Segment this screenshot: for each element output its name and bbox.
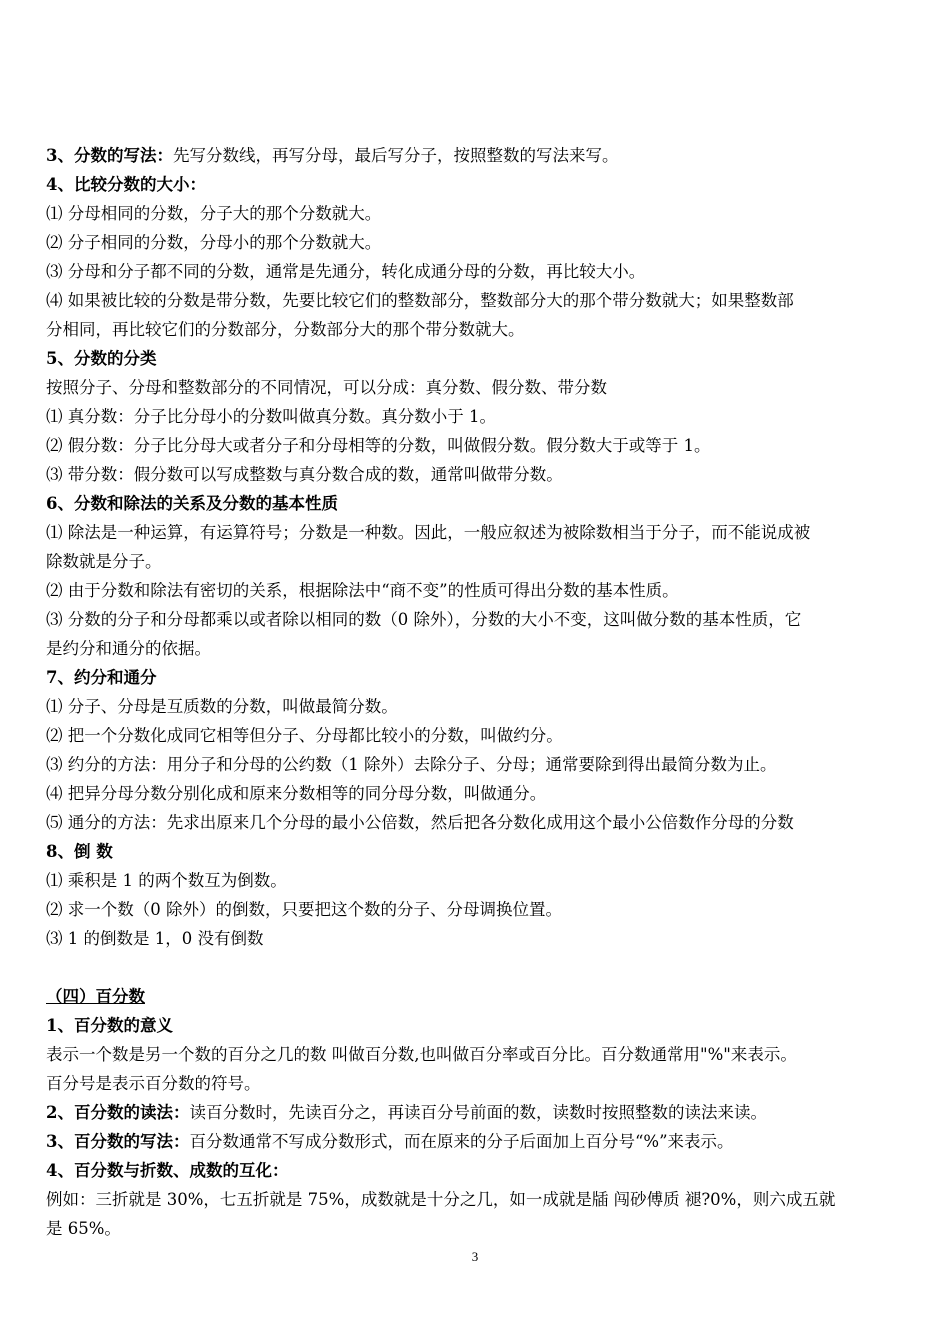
paragraph-line: 百分号是表示百分数的符号。 <box>46 1074 261 1093</box>
list-item: ⑶ 分母和分子都不同的分数，通常是先通分，转化成通分母的分数，再比较大小。 <box>46 262 646 281</box>
list-item: ⑶ 带分数：假分数可以写成整数与真分数合成的数，通常叫做带分数。 <box>46 465 563 484</box>
percent-reading-heading: 2、百分数的读法： <box>46 1103 190 1122</box>
percent-writing-line <box>46 1127 908 1156</box>
blank-line <box>46 953 908 982</box>
percent-reading-line <box>46 1098 908 1127</box>
section-6-heading: 6、分数和除法的关系及分数的基本性质 <box>46 494 338 513</box>
list-item: ⑶ 1 的倒数是 1，0 没有倒数 <box>46 929 264 948</box>
list-item: 是约分和通分的依据。 <box>46 639 211 658</box>
list-item: ⑵ 分子相同的分数，分母小的那个分数就大。 <box>46 233 382 252</box>
list-item: ⑴ 分母相同的分数，分子大的那个分数就大。 <box>46 204 382 223</box>
list-item: ⑴ 真分数：分子比分母小的分数叫做真分数。真分数小于 1。 <box>46 407 496 426</box>
section-8-heading: 8、倒 数 <box>46 842 113 861</box>
section-5-heading: 5、分数的分类 <box>46 349 157 368</box>
list-item: ⑷ 如果被比较的分数是带分数，先要比较它们的整数部分，整数部分大的那个带分数就大；如果整数部 <box>46 291 794 310</box>
list-item: ⑵ 把一个分数化成同它相等但分子、分母都比较小的分数，叫做约分。 <box>46 726 563 745</box>
section-3-line <box>46 141 908 170</box>
page-content <box>46 141 908 1243</box>
list-item: ⑵ 求一个数（0 除外）的倒数，只要把这个数的分子、分母调换位置。 <box>46 900 562 919</box>
list-item: ⑵ 由于分数和除法有密切的关系，根据除法中“商不变”的性质可得出分数的基本性质。 <box>46 581 679 600</box>
section-3-text: 先写分数线，再写分母，最后写分子，按照整数的写法来写。 <box>172 146 619 165</box>
percent-conversion-heading: 4、百分数与折数、成数的互化： <box>46 1161 289 1180</box>
list-item: ⑷ 把异分母分数分别化成和原来分数相等的同分母分数，叫做通分。 <box>46 784 547 803</box>
list-item: ⑸ 通分的方法：先求出原来几个分母的最小公倍数，然后把各分数化成用这个最小公倍数作分母的分数 <box>46 813 794 832</box>
percent-reading-text: 读百分数时，先读百分之，再读百分号前面的数，读数时按照整数的读法来读。 <box>189 1103 767 1122</box>
percent-writing-text: 百分数通常不写成分数形式，而在原来的分子后面加上百分号“%”来表示。 <box>189 1132 734 1151</box>
paragraph-line: 表示一个数是另一个数的百分之几的数 叫做百分数,也叫做百分率或百分比。百分数通常用"%"来表示。 <box>46 1045 797 1064</box>
page-number: 3 <box>471 1249 479 1264</box>
percent-writing-heading: 3、百分数的写法： <box>46 1132 190 1151</box>
section-5-intro: 按照分子、分母和整数部分的不同情况，可以分成：真分数、假分数、带分数 <box>46 378 607 397</box>
list-item: ⑶ 分数的分子和分母都乘以或者除以相同的数（0 除外），分数的大小不变，这叫做分数的基本性质，它 <box>46 610 802 629</box>
percent-meaning-heading: 1、百分数的意义 <box>46 1016 173 1035</box>
section-3-heading: 3、分数的写法： <box>46 146 173 165</box>
paragraph-line: 例如：三折就是 30%，七五折就是 75%，成数就是十分之几，如一成就是牐 闯砂傅质 褪?0%，则六成五就 <box>46 1190 836 1209</box>
part-4-title-line <box>46 982 908 1011</box>
list-item: ⑵ 假分数：分子比分母大或者分子和分母相等的分数，叫做假分数。假分数大于或等于 1。 <box>46 436 711 455</box>
section-4-heading: 4、比较分数的大小： <box>46 175 206 194</box>
list-item: 除数就是分子。 <box>46 552 162 571</box>
list-item: ⑶ 约分的方法：用分子和分母的公约数（1 除外）去除分子、分母；通常要除到得出最简分数为止。 <box>46 755 777 774</box>
section-7-heading: 7、约分和通分 <box>46 668 157 687</box>
list-item: 分相同，再比较它们的分数部分，分数部分大的那个带分数就大。 <box>46 320 525 339</box>
list-item: ⑴ 分子、分母是互质数的分数，叫做最简分数。 <box>46 697 398 716</box>
list-item: ⑴ 乘积是 1 的两个数互为倒数。 <box>46 871 287 890</box>
paragraph-line: 是 65%。 <box>46 1219 121 1238</box>
list-item: ⑴ 除法是一种运算，有运算符号；分数是一种数。因此，一般应叙述为被除数相当于分子，而不能说成被 <box>46 523 811 542</box>
part-4-title: （四）百分数 <box>46 987 145 1006</box>
